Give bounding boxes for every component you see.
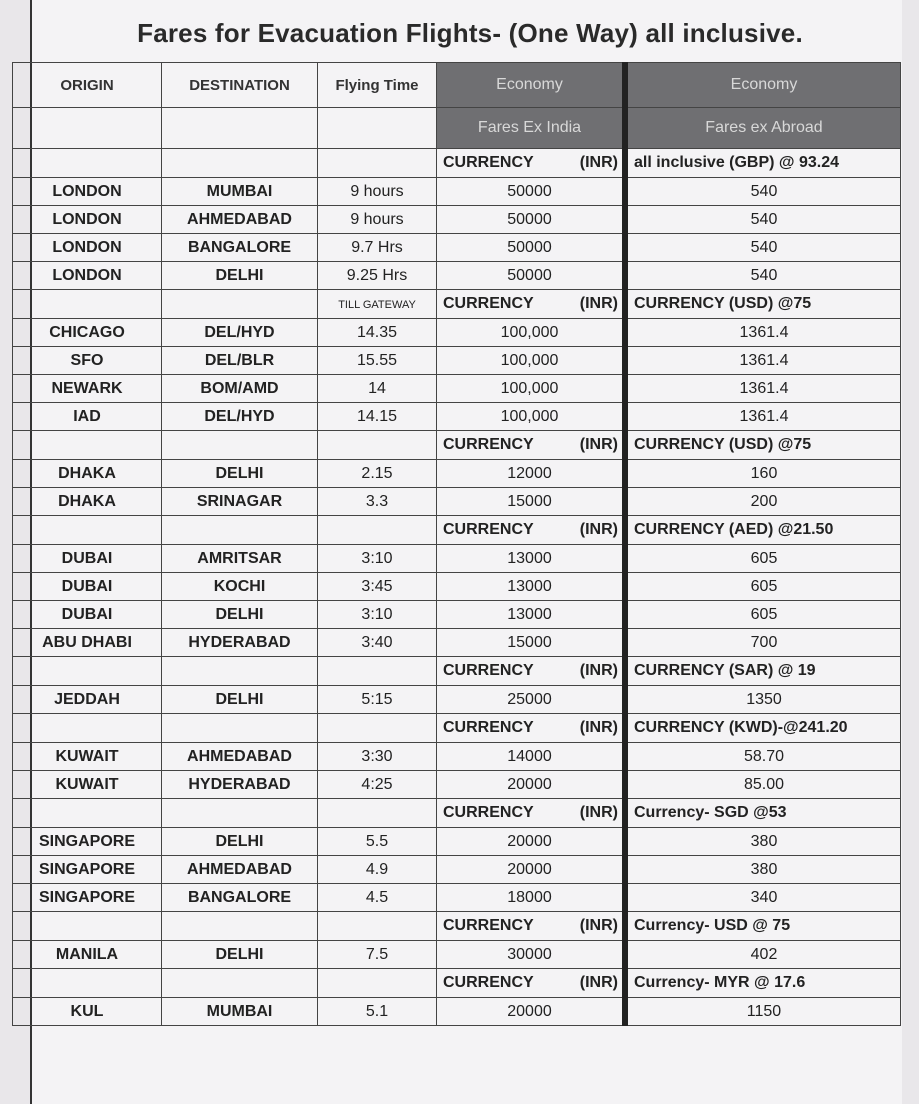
destination-cell: DELHI	[162, 460, 318, 488]
fare-abroad-cell: 1361.4	[625, 347, 901, 375]
fare-abroad-cell: 540	[625, 262, 901, 290]
fare-inr-cell: 20000	[437, 998, 626, 1026]
table-row	[13, 884, 901, 912]
empty-cell	[162, 969, 318, 998]
foreign-currency-label: CURRENCY (AED) @21.50	[625, 516, 901, 545]
fares-table-body	[13, 63, 901, 1026]
fare-abroad-cell: 605	[625, 545, 901, 573]
foreign-currency-label: Currency- MYR @ 17.6	[625, 969, 901, 998]
fare-abroad-cell: 540	[625, 234, 901, 262]
flying-time-note: TILL GATEWAY	[338, 299, 416, 311]
fare-abroad-cell: 380	[625, 856, 901, 884]
origin-cell: DHAKA	[13, 488, 162, 516]
origin-cell: ABU DHABI	[13, 629, 162, 657]
subheader-fares-ex-india: Fares Ex India	[437, 108, 626, 149]
table-row	[13, 998, 901, 1026]
document-title: Fares for Evacuation Flights- (One Way) all inclusive.	[137, 18, 803, 48]
origin-cell: KUWAIT	[13, 743, 162, 771]
currency-label: CURRENCY	[443, 295, 534, 312]
empty-cell	[13, 149, 162, 178]
currency-code: (INR)	[579, 662, 618, 679]
fares-table	[12, 62, 901, 1026]
currency-code: (INR)	[579, 436, 618, 453]
currency-inr-label	[437, 912, 626, 941]
subheader-fares-ex-abroad: Fares ex Abroad	[625, 108, 901, 149]
table-row	[13, 319, 901, 347]
header-economy-abroad: Economy	[625, 63, 901, 108]
currency-row	[13, 969, 901, 998]
table-row	[13, 941, 901, 969]
subheader-row	[13, 108, 901, 149]
flying-time-cell: 4:25	[318, 771, 437, 799]
fare-abroad-cell: 1361.4	[625, 375, 901, 403]
currency-label: CURRENCY	[443, 436, 534, 453]
currency-inr-label	[437, 799, 626, 828]
fare-abroad-cell: 540	[625, 178, 901, 206]
fare-inr-cell: 15000	[437, 629, 626, 657]
fare-abroad-cell: 540	[625, 206, 901, 234]
fare-abroad-cell: 1350	[625, 686, 901, 714]
fare-inr-cell: 13000	[437, 545, 626, 573]
currency-row	[13, 912, 901, 941]
currency-label: CURRENCY	[443, 521, 534, 538]
subheader-empty	[318, 108, 437, 149]
table-row	[13, 856, 901, 884]
destination-cell: AHMEDABAD	[162, 743, 318, 771]
destination-cell: HYDERABAD	[162, 629, 318, 657]
destination-cell: KOCHI	[162, 573, 318, 601]
table-row	[13, 743, 901, 771]
flying-time-cell: 5.5	[318, 828, 437, 856]
table-row	[13, 206, 901, 234]
destination-cell: BOM/AMD	[162, 375, 318, 403]
flying-time-cell: 3:10	[318, 601, 437, 629]
fare-abroad-cell: 380	[625, 828, 901, 856]
fare-inr-cell: 50000	[437, 262, 626, 290]
flying-time-cell: 9 hours	[318, 178, 437, 206]
currency-inr-label	[437, 149, 626, 178]
table-row	[13, 771, 901, 799]
flying-time-cell: 9.7 Hrs	[318, 234, 437, 262]
origin-cell: SINGAPORE	[13, 884, 162, 912]
fare-inr-cell: 30000	[437, 941, 626, 969]
destination-cell: DELHI	[162, 686, 318, 714]
empty-cell	[162, 714, 318, 743]
currency-code: (INR)	[579, 974, 618, 991]
table-row	[13, 262, 901, 290]
currency-inr-label	[437, 431, 626, 460]
header-economy-india: Economy	[437, 63, 626, 108]
fare-abroad-cell: 200	[625, 488, 901, 516]
empty-cell	[162, 799, 318, 828]
currency-code: (INR)	[579, 295, 618, 312]
flying-time-cell: 14.35	[318, 319, 437, 347]
destination-cell: DELHI	[162, 941, 318, 969]
destination-cell: AHMEDABAD	[162, 856, 318, 884]
empty-cell	[13, 969, 162, 998]
table-row	[13, 686, 901, 714]
destination-cell: BANGALORE	[162, 234, 318, 262]
table-row	[13, 178, 901, 206]
table-row	[13, 403, 901, 431]
empty-cell	[13, 714, 162, 743]
header-row	[13, 63, 901, 108]
table-row	[13, 460, 901, 488]
fare-inr-cell: 100,000	[437, 347, 626, 375]
destination-cell: MUMBAI	[162, 998, 318, 1026]
table-row	[13, 488, 901, 516]
origin-cell: SFO	[13, 347, 162, 375]
destination-cell: DELHI	[162, 262, 318, 290]
empty-cell	[162, 431, 318, 460]
flying-time-cell: 9 hours	[318, 206, 437, 234]
currency-inr-label	[437, 516, 626, 545]
currency-row	[13, 516, 901, 545]
fare-inr-cell: 50000	[437, 234, 626, 262]
fare-abroad-cell: 605	[625, 573, 901, 601]
header-destination: DESTINATION	[162, 63, 318, 108]
fare-inr-cell: 13000	[437, 601, 626, 629]
fare-abroad-cell: 340	[625, 884, 901, 912]
currency-row	[13, 657, 901, 686]
fare-abroad-cell: 58.70	[625, 743, 901, 771]
destination-cell: SRINAGAR	[162, 488, 318, 516]
flying-time-cell: 7.5	[318, 941, 437, 969]
fare-abroad-cell: 1361.4	[625, 403, 901, 431]
fare-inr-cell: 20000	[437, 771, 626, 799]
flying-time-cell: 3:40	[318, 629, 437, 657]
destination-cell: BANGALORE	[162, 884, 318, 912]
flying-time-cell: 14.15	[318, 403, 437, 431]
origin-cell: LONDON	[13, 206, 162, 234]
currency-inr-label	[437, 969, 626, 998]
foreign-currency-label: all inclusive (GBP) @ 93.24	[625, 149, 901, 178]
empty-cell	[162, 290, 318, 319]
currency-row	[13, 799, 901, 828]
foreign-currency-label: CURRENCY (SAR) @ 19	[625, 657, 901, 686]
flying-time-cell: 9.25 Hrs	[318, 262, 437, 290]
origin-cell: KUWAIT	[13, 771, 162, 799]
origin-cell: NEWARK	[13, 375, 162, 403]
currency-inr-label	[437, 657, 626, 686]
destination-cell: MUMBAI	[162, 178, 318, 206]
flying-time-cell: 5:15	[318, 686, 437, 714]
currency-code: (INR)	[579, 154, 618, 171]
subheader-empty	[162, 108, 318, 149]
origin-cell: SINGAPORE	[13, 828, 162, 856]
fare-inr-cell: 50000	[437, 206, 626, 234]
foreign-currency-label: Currency- SGD @53	[625, 799, 901, 828]
origin-cell: SINGAPORE	[13, 856, 162, 884]
foreign-currency-label: CURRENCY (USD) @75	[625, 431, 901, 460]
empty-cell	[13, 912, 162, 941]
empty-cell	[162, 149, 318, 178]
foreign-currency-label: CURRENCY (USD) @75	[625, 290, 901, 319]
fare-inr-cell: 20000	[437, 828, 626, 856]
fare-abroad-cell: 1150	[625, 998, 901, 1026]
destination-cell: DEL/BLR	[162, 347, 318, 375]
currency-code: (INR)	[579, 804, 618, 821]
fare-inr-cell: 100,000	[437, 375, 626, 403]
destination-cell: DELHI	[162, 601, 318, 629]
empty-cell	[13, 799, 162, 828]
destination-cell: DEL/HYD	[162, 319, 318, 347]
currency-code: (INR)	[579, 917, 618, 934]
origin-cell: DUBAI	[13, 601, 162, 629]
flying-time-cell: 4.5	[318, 884, 437, 912]
empty-cell	[13, 431, 162, 460]
origin-cell: KUL	[13, 998, 162, 1026]
currency-label: CURRENCY	[443, 719, 534, 736]
flying-time-cell: 3:45	[318, 573, 437, 601]
origin-cell: JEDDAH	[13, 686, 162, 714]
fare-inr-cell: 14000	[437, 743, 626, 771]
fare-abroad-cell: 402	[625, 941, 901, 969]
origin-cell: LONDON	[13, 178, 162, 206]
fare-inr-cell: 25000	[437, 686, 626, 714]
table-row	[13, 601, 901, 629]
table-row	[13, 828, 901, 856]
table-row	[13, 629, 901, 657]
destination-cell: AHMEDABAD	[162, 206, 318, 234]
header-origin: ORIGIN	[13, 63, 162, 108]
origin-cell: DHAKA	[13, 460, 162, 488]
origin-cell: CHICAGO	[13, 319, 162, 347]
fare-abroad-cell: 160	[625, 460, 901, 488]
destination-cell: DEL/HYD	[162, 403, 318, 431]
fare-inr-cell: 100,000	[437, 319, 626, 347]
empty-cell	[162, 657, 318, 686]
destination-cell: AMRITSAR	[162, 545, 318, 573]
currency-row	[13, 714, 901, 743]
fare-inr-cell: 12000	[437, 460, 626, 488]
flying-time-cell: 3:10	[318, 545, 437, 573]
fare-abroad-cell: 605	[625, 601, 901, 629]
fare-inr-cell: 13000	[437, 573, 626, 601]
origin-cell: LONDON	[13, 234, 162, 262]
table-row	[13, 545, 901, 573]
fare-inr-cell: 15000	[437, 488, 626, 516]
table-row	[13, 573, 901, 601]
subheader-empty	[13, 108, 162, 149]
flying-time-cell: 14	[318, 375, 437, 403]
origin-cell: LONDON	[13, 262, 162, 290]
currency-code: (INR)	[579, 521, 618, 538]
origin-cell: MANILA	[13, 941, 162, 969]
fare-inr-cell: 18000	[437, 884, 626, 912]
flying-time-cell: 4.9	[318, 856, 437, 884]
empty-cell	[162, 912, 318, 941]
origin-cell: IAD	[13, 403, 162, 431]
currency-label: CURRENCY	[443, 974, 534, 991]
empty-cell	[162, 516, 318, 545]
currency-label: CURRENCY	[443, 804, 534, 821]
currency-label: CURRENCY	[443, 662, 534, 679]
empty-cell	[13, 657, 162, 686]
currency-row	[13, 290, 901, 319]
empty-cell	[13, 516, 162, 545]
currency-label: CURRENCY	[443, 154, 534, 171]
origin-cell: DUBAI	[13, 573, 162, 601]
header-flying-time: Flying Time	[318, 63, 437, 108]
flying-time-cell: 5.1	[318, 998, 437, 1026]
destination-cell: DELHI	[162, 828, 318, 856]
fare-abroad-cell: 1361.4	[625, 319, 901, 347]
table-row	[13, 347, 901, 375]
flying-time-cell: 3:30	[318, 743, 437, 771]
fare-abroad-cell: 700	[625, 629, 901, 657]
currency-label: CURRENCY	[443, 917, 534, 934]
currency-row	[13, 431, 901, 460]
fare-abroad-cell: 85.00	[625, 771, 901, 799]
table-row	[13, 375, 901, 403]
foreign-currency-label: CURRENCY (KWD)-@241.20	[625, 714, 901, 743]
flying-time-cell: 3.3	[318, 488, 437, 516]
flying-time-cell: 15.55	[318, 347, 437, 375]
flying-time-cell: 2.15	[318, 460, 437, 488]
foreign-currency-label: Currency- USD @ 75	[625, 912, 901, 941]
fare-inr-cell: 50000	[437, 178, 626, 206]
empty-cell	[13, 290, 162, 319]
fare-inr-cell: 100,000	[437, 403, 626, 431]
currency-inr-label	[437, 714, 626, 743]
currency-code: (INR)	[579, 719, 618, 736]
currency-row	[13, 149, 901, 178]
currency-inr-label	[437, 290, 626, 319]
origin-cell: DUBAI	[13, 545, 162, 573]
table-row	[13, 234, 901, 262]
fare-inr-cell: 20000	[437, 856, 626, 884]
destination-cell: HYDERABAD	[162, 771, 318, 799]
